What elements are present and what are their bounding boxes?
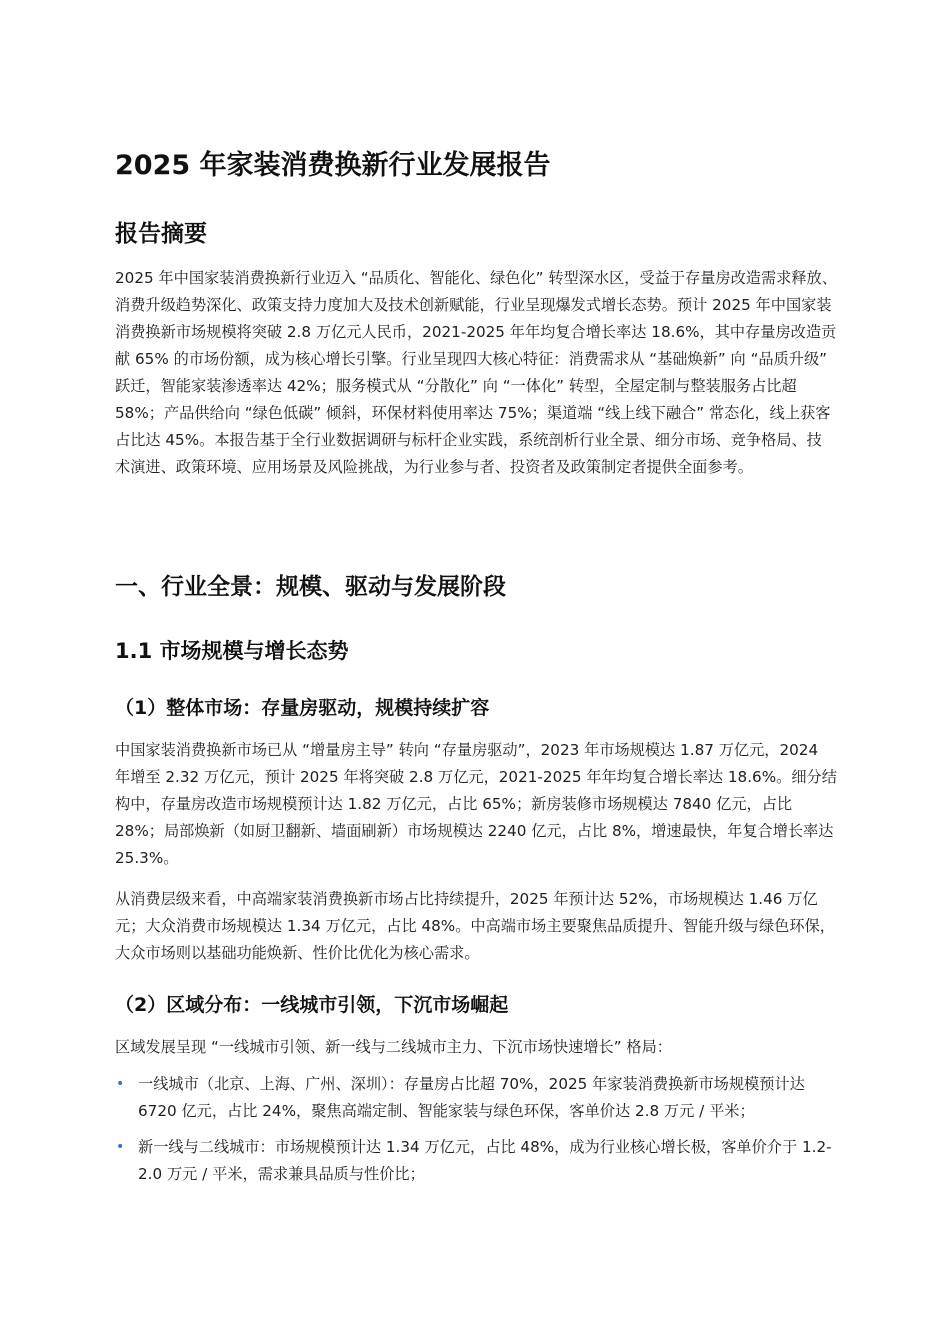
bullet-text-tier1: 一线城市（北京、上海、广州、深圳）：存量房占比超 70%，2025 年家装消费换新市场规模预计达 6720 亿元，占比 24%，聚焦高端定制、智能家装与绿色环保，客单价达 2.8 万元 / 平米；: [138, 1075, 805, 1120]
list-item: [115, 1071, 837, 1125]
summary-paragraph: 2025 年中国家装消费换新行业迈入 “品质化、智能化、绿色化” 转型深水区，受益于存量房改造需求释放、消费升级趋势深化、政策支持力度加大及技术创新赋能，行业呈现爆发式增长态势。预计 2025 年中国家装消费换新市场规模将突破 2.8 万亿元人民币，2021-2025 年年均复合增长率达 18.6%，其中存量房改造贡献 65% 的市场份额，成为核心增长引擎。行业呈现四大核心特征：消费需求从 “基础焕新” 向 “品质升级” 跃迁，智能家装渗透率达 42%；服务模式从 “分散化” 向 “一体化” 转型，全屋定制与整装服务占比超 58%；产品供给向 “绿色低碳” 倾斜，环保材料使用率达 75%；渠道端 “线上线下融合” 常态化，线上获客占比达 45%。本报告基于全行业数据调研与标杆企业实践，系统剖析行业全景、细分市场、竞争格局、技术演进、政策环境、应用场景及风险挑战，为行业参与者、投资者及政策制定者提供全面参考。: [115, 269, 837, 476]
regional-bullet-list: [115, 1071, 837, 1197]
part-1-heading: （1）整体市场：存量房驱动，规模持续扩容: [115, 697, 490, 719]
summary-heading: 报告摘要: [115, 221, 207, 247]
bullet-dot-icon: •: [116, 1076, 125, 1092]
bullet-dot-icon: •: [116, 1139, 125, 1155]
market-size-paragraph: 中国家装消费换新市场已从 “增量房主导” 转向 “存量房驱动”，2023 年市场规模达 1.87 万亿元，2024 年增至 2.32 万亿元，预计 2025 年将突破 2.8 万亿元，2021-2025 年年均复合增长率达 18.6%。细分结构中，存量房改造市场规模预计达 1.82 万亿元，占比 65%；新房装修市场规模达 7840 亿元，占比 28%；局部焕新（如厨卫翻新、墙面刷新）市场规模达 2240 亿元，占比 8%，增速最快，年复合增长率达 25.3%。: [115, 741, 837, 867]
section-1-heading: 一、行业全景：规模、驱动与发展阶段: [115, 574, 506, 600]
consumption-level-paragraph: 从消费层级来看，中高端家装消费换新市场占比持续提升，2025 年预计达 52%，市场规模达 1.46 万亿元；大众消费市场规模达 1.34 万亿元，占比 48%。中高端市场主要聚焦品质提升、智能升级与绿色环保，大众市场则以基础功能焕新、性价比优化为核心需求。: [115, 890, 835, 962]
bullet-text-tier2: 新一线与二线城市：市场规模预计达 1.34 万亿元，占比 48%，成为行业核心增长极，客单价介于 1.2-2.0 万元 / 平米，需求兼具品质与性价比；: [138, 1138, 832, 1183]
section-1-1-heading: 1.1 市场规模与增长态势: [115, 639, 349, 663]
part-2-heading: （2）区域分布：一线城市引领，下沉市场崛起: [115, 994, 509, 1016]
regional-intro-paragraph: 区域发展呈现 “一线城市引领、新一线与二线城市主力、下沉市场快速增长” 格局：: [115, 1038, 672, 1056]
document-title: 2025 年家装消费换新行业发展报告: [115, 150, 551, 181]
list-item: [115, 1134, 837, 1188]
